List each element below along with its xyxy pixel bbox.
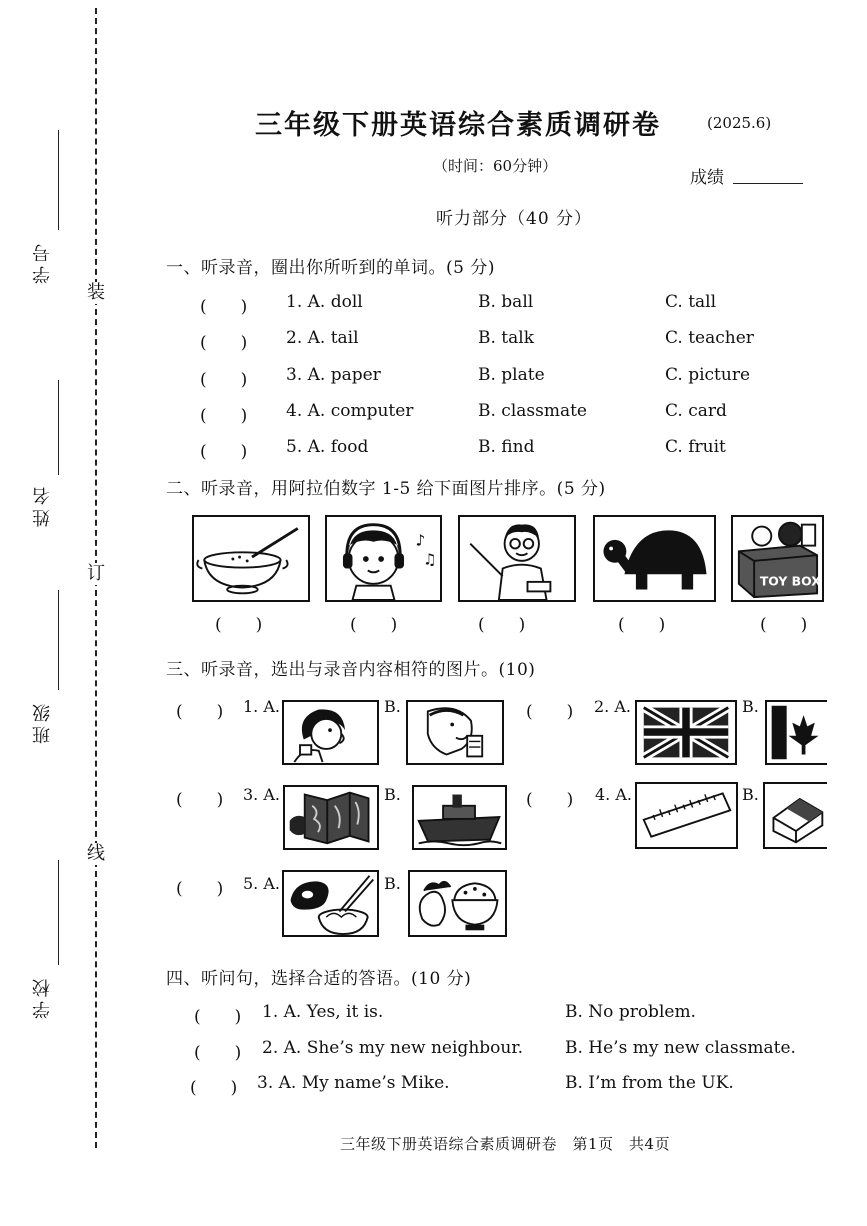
page-title: 三年级下册英语综合素质调研卷 — [255, 110, 661, 141]
score-blank[interactable] — [733, 183, 803, 184]
meat-noodles-icon — [284, 872, 377, 935]
option-b-label: B. — [384, 874, 401, 893]
answer-blank[interactable]: ( ) — [200, 370, 248, 390]
option-b: B. ball — [478, 292, 534, 312]
option-c: C. card — [665, 401, 727, 421]
answer-blank[interactable]: ( ) — [194, 1007, 242, 1027]
item-number-5: 5. A. — [243, 874, 280, 893]
school-label: 学校 — [32, 975, 53, 1019]
section1-title: 一、听录音，圈出你所听到的单词。(5 分) — [166, 258, 495, 278]
item-number-2: 2. A. — [594, 697, 631, 716]
binding-mark-zhuang: 装 — [87, 282, 105, 303]
section3-title: 三、听录音，选出与录音内容相符的图片。(10) — [166, 660, 536, 680]
option-c: C. fruit — [665, 437, 726, 457]
teacher-icon — [460, 517, 574, 600]
tortoise-picture — [593, 515, 716, 602]
student-id-label: 学号 — [32, 240, 53, 284]
answer-blank[interactable]: ( ) — [200, 442, 248, 462]
option-b: B. classmate — [478, 401, 587, 421]
order-blank-1[interactable]: ( ) — [215, 615, 263, 635]
answer-blank[interactable]: ( ) — [200, 333, 248, 353]
option-a: 4. A. computer — [286, 401, 414, 421]
section2-title: 二、听录音，用阿拉伯数字 1-5 给下面图片排序。(5 分) — [166, 479, 606, 499]
option-b-label: B. — [384, 697, 401, 716]
binding-mark-ding: 订 — [87, 563, 105, 584]
option-a: 3. A. paper — [286, 365, 381, 385]
option-b-label: B. — [384, 785, 401, 804]
answer-blank[interactable]: ( ) — [200, 406, 248, 426]
option-b: B. I’m from the UK. — [565, 1073, 734, 1093]
option-c: C. teacher — [665, 328, 754, 348]
toybox-text: TOY BOX — [759, 573, 821, 589]
binding-mark-xian: 线 — [87, 843, 105, 864]
order-blank-4[interactable]: ( ) — [618, 615, 666, 635]
option-a: 1. A. doll — [286, 292, 363, 312]
option-b: B. plate — [478, 365, 545, 385]
girl-headphones-picture — [325, 515, 442, 602]
choice-blank-5[interactable]: ( ) — [176, 879, 224, 899]
order-blank-2[interactable]: ( ) — [350, 615, 398, 635]
option-a: 5. A. food — [286, 437, 369, 457]
choice-blank-3[interactable]: ( ) — [176, 790, 224, 810]
girl-eating-icon — [284, 702, 377, 763]
toy-box-icon — [733, 517, 822, 600]
option-b: B. find — [478, 437, 535, 457]
vegetables-rice-picture — [408, 870, 507, 937]
toy-box-picture — [731, 515, 824, 602]
vegetables-rice-icon — [410, 872, 505, 935]
option-c: C. picture — [665, 365, 751, 385]
tortoise-icon — [595, 517, 714, 600]
answer-blank[interactable]: ( ) — [200, 297, 248, 317]
student-id-line — [58, 130, 59, 230]
name-line — [58, 380, 59, 475]
meat-noodles-picture — [282, 870, 379, 937]
choice-blank-2[interactable]: ( ) — [526, 702, 574, 722]
section4-title: 四、听问句，选择合适的答语。(10 分) — [166, 969, 472, 989]
boy-drinking-icon — [408, 702, 502, 763]
canada-flag-picture — [765, 700, 827, 765]
page-footer: 三年级下册英语综合素质调研卷 第1页 共4页 — [340, 1135, 671, 1153]
canada-flag-icon — [767, 702, 827, 763]
option-b-label: B. — [742, 697, 759, 716]
part-title: 听力部分（40 分） — [436, 209, 593, 229]
uk-flag-picture — [635, 700, 737, 765]
girl-headphones-icon — [327, 517, 440, 600]
order-blank-5[interactable]: ( ) — [760, 615, 808, 635]
class-line — [58, 590, 59, 690]
item-number-3: 3. A. — [243, 785, 280, 804]
ruler-picture — [635, 782, 738, 849]
girl-eating-picture — [282, 700, 379, 765]
school-line — [58, 860, 59, 965]
soup-bowl-icon — [194, 517, 308, 600]
option-b: B. He’s my new classmate. — [565, 1038, 796, 1058]
ship-icon — [414, 787, 505, 848]
option-c: C. tall — [665, 292, 717, 312]
item-number-4: 4. A. — [595, 785, 632, 804]
title-date: (2025.6) — [707, 114, 772, 132]
boy-drinking-picture — [406, 700, 504, 765]
ruler-icon — [637, 784, 736, 847]
answer-blank[interactable]: ( ) — [190, 1078, 238, 1098]
map-icon — [285, 787, 377, 848]
class-label: 班级 — [32, 700, 53, 744]
choice-blank-4[interactable]: ( ) — [526, 790, 574, 810]
name-label: 姓名 — [32, 483, 53, 527]
eraser-icon — [765, 784, 827, 847]
option-b: B. No problem. — [565, 1002, 696, 1022]
uk-flag-icon — [637, 702, 735, 763]
svg-text:♫: ♫ — [423, 550, 437, 569]
soup-bowl-picture — [192, 515, 310, 602]
score-label: 成绩 — [690, 168, 724, 188]
ship-picture — [412, 785, 507, 850]
option-b-label: B. — [742, 785, 759, 804]
map-picture — [283, 785, 379, 850]
item-number-1: 1. A. — [243, 697, 280, 716]
choice-blank-1[interactable]: ( ) — [176, 702, 224, 722]
order-blank-3[interactable]: ( ) — [478, 615, 526, 635]
teacher-picture — [458, 515, 576, 602]
option-b: B. talk — [478, 328, 535, 348]
option-a: 1. A. Yes, it is. — [262, 1002, 384, 1022]
eraser-picture — [763, 782, 827, 849]
time-note: （时间：60分钟） — [433, 157, 558, 175]
svg-text:♪: ♪ — [415, 531, 426, 550]
option-a: 3. A. My name’s Mike. — [257, 1073, 450, 1093]
answer-blank[interactable]: ( ) — [194, 1043, 242, 1063]
option-a: 2. A. She’s my new neighbour. — [262, 1038, 523, 1058]
option-a: 2. A. tail — [286, 328, 359, 348]
